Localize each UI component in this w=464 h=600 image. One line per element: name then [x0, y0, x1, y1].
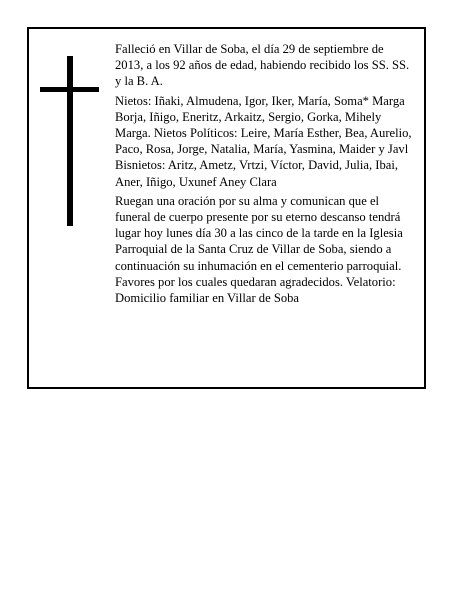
cross-vertical-bar [67, 56, 73, 226]
obituary-notice [27, 27, 426, 389]
notice-text [115, 41, 415, 309]
family-list: Nietos: Iñaki, Almudena, Igor, Iker, María, Soma* Marga Borja, Iñigo, Eneritz, Arkaitz, Sergio, Gorka, Mihely Marga. Nietos Políticos: Leire, María Esther, Bea, Aurelio, Paco, Rosa, Jorge, Natalia, María, Yasmina, Maider y Javl Bisnietos: Aritz, Ametz, Vrtzi, Víctor, David, Julia, Ibai, Aner, Iñigo, Uxunef Aney Clara [115, 93, 412, 189]
funeral-details: Ruegan una oración por su alma y comunican que el funeral de cuerpo presente por su eterno descanso tendrá lugar hoy lunes día 30 a las cinco de la tarde en la Iglesia Parroquial de la Santa Cruz de Villar de Soba, siendo a continuación su inhumación en el cementerio parroquial. Favores por los cuales quedaran agradecidos. Velatorio: Domicilio familiar en Villar de Soba [115, 193, 403, 306]
cross-icon [40, 56, 99, 226]
death-announcement: Falleció en Villar de Soba, el día 29 de septiembre de 2013, a los 92 años de edad, habiendo recibido los SS. SS. y la B. A. [115, 42, 410, 89]
cross-horizontal-bar [40, 87, 99, 92]
